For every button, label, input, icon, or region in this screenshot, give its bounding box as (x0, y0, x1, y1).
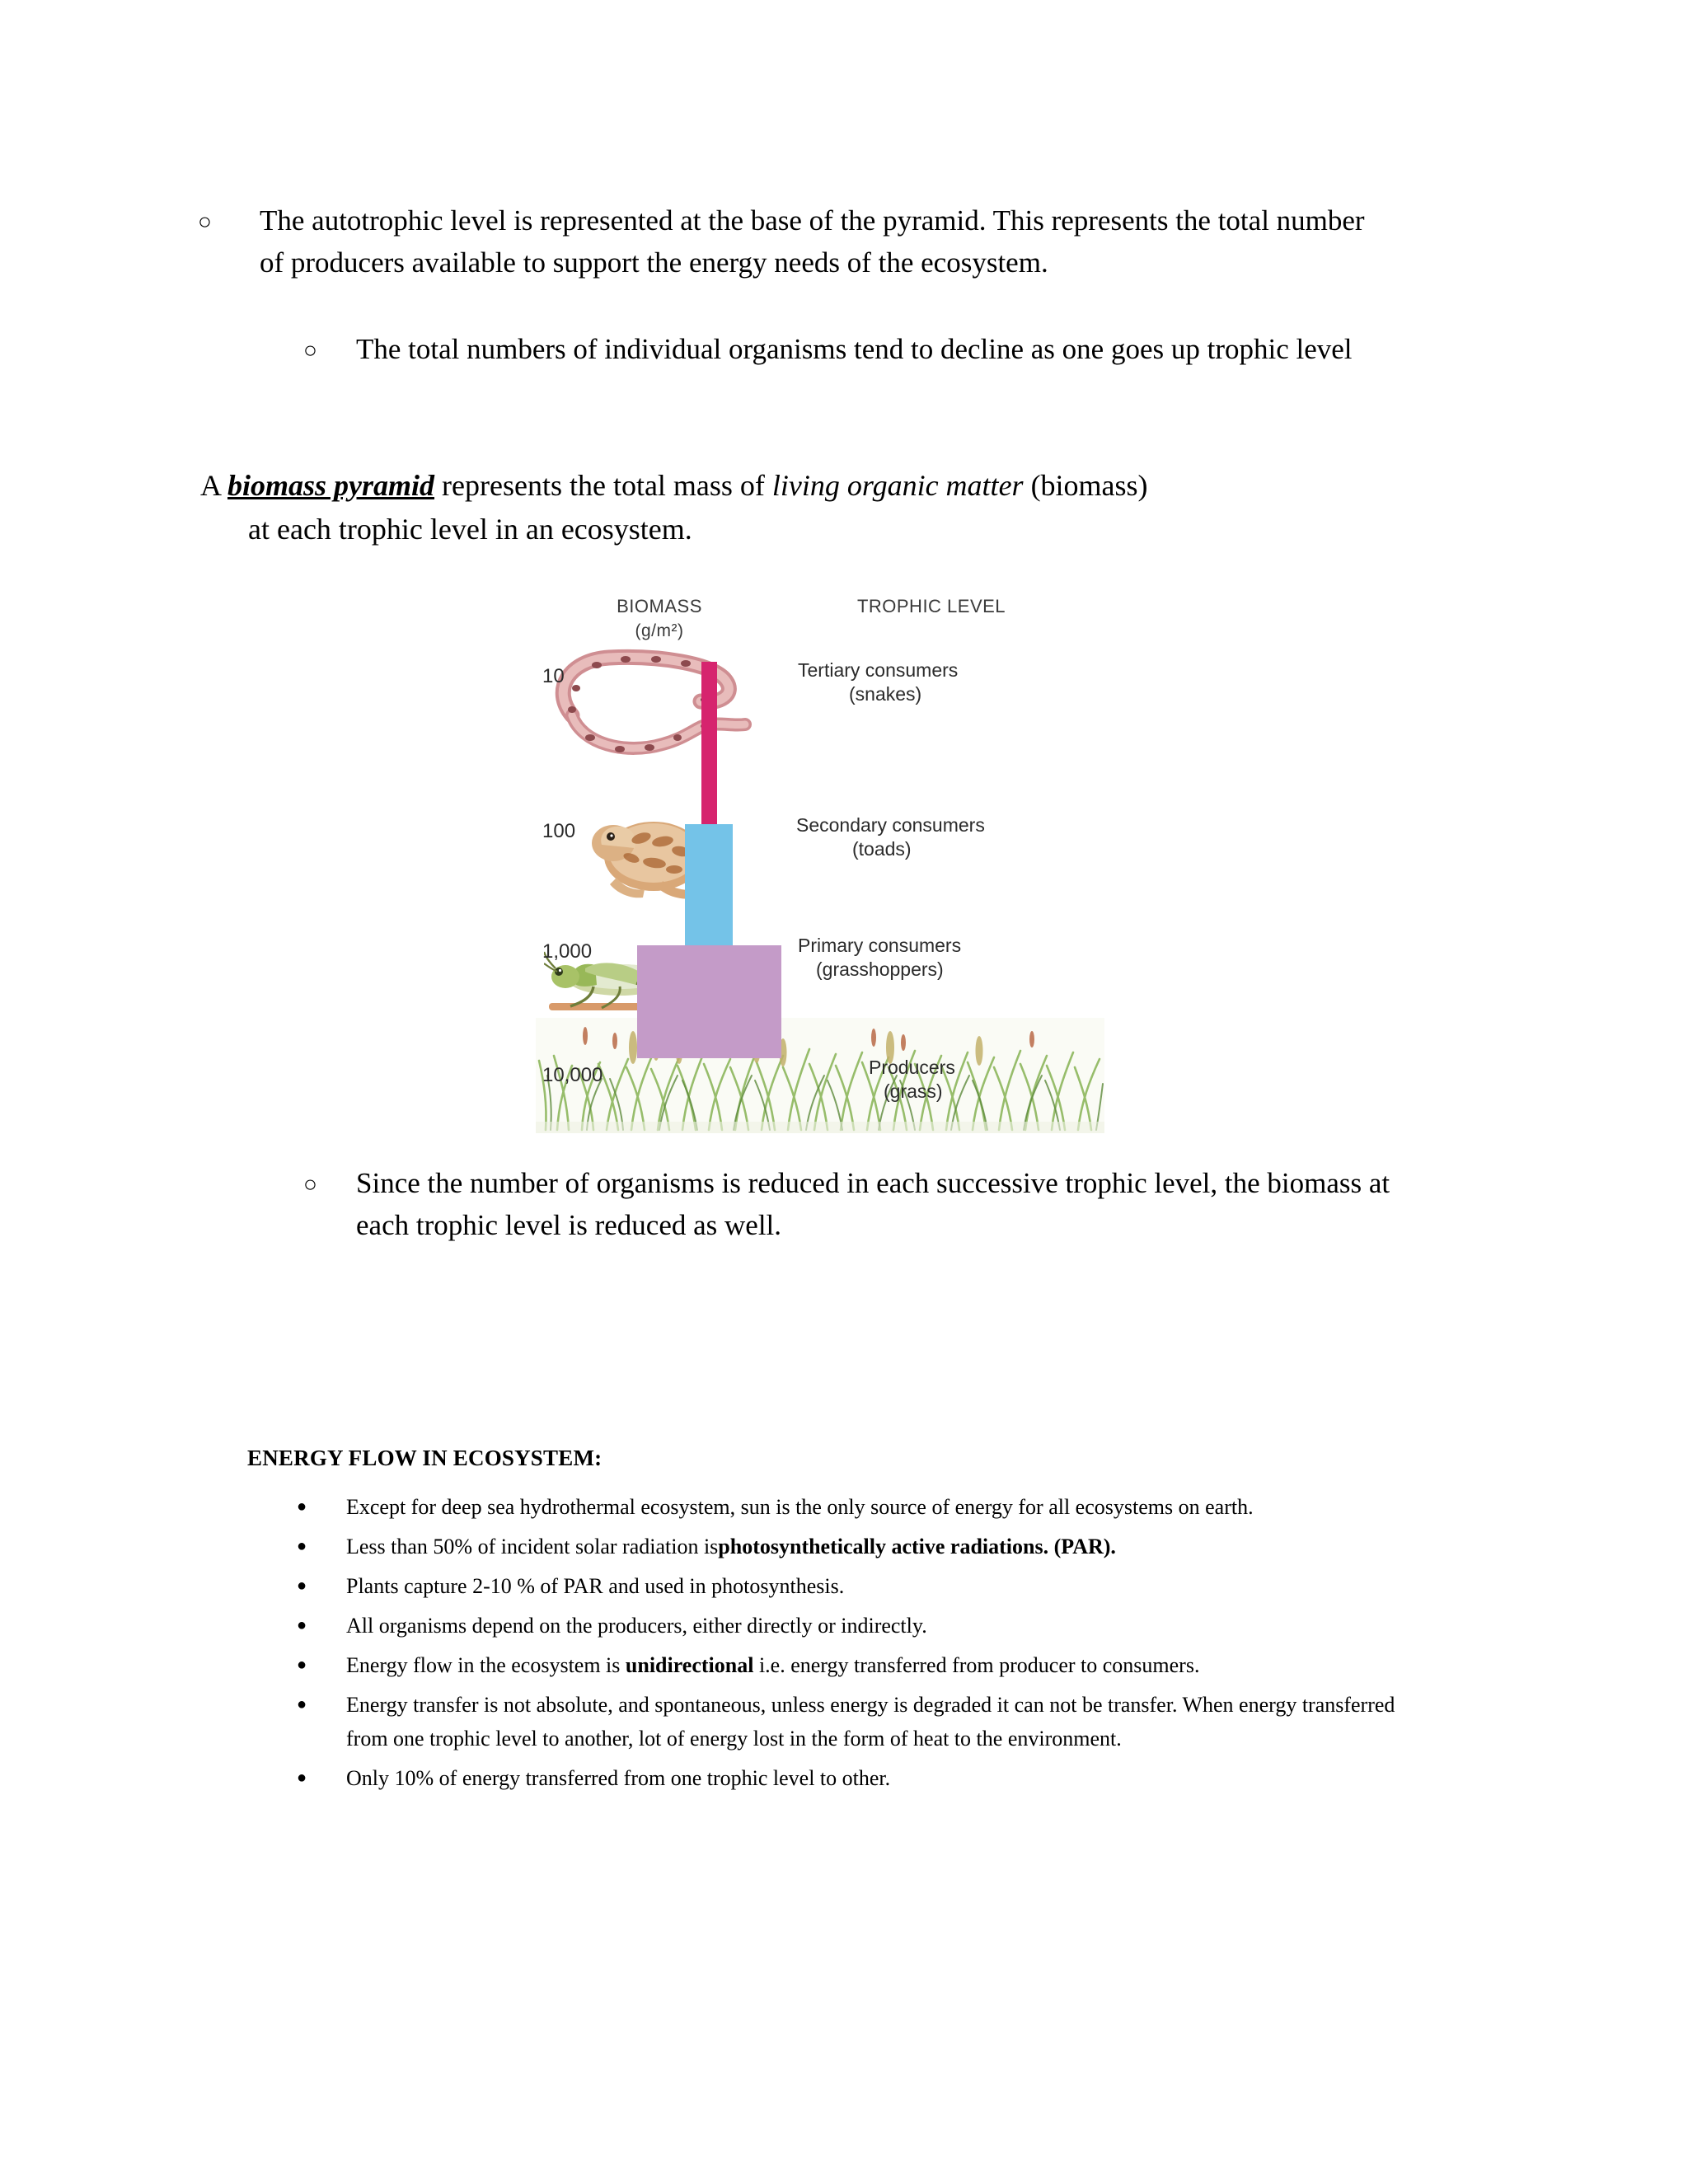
snake-illustration-icon (547, 645, 753, 769)
energy-flow-item-label: All organisms depend on the producers, either directly or indirectly. (346, 1614, 927, 1638)
hollow-circle-bullet-icon (303, 1164, 325, 1206)
par-bold-text: photosynthetically active radiations. (PAR). (718, 1535, 1116, 1558)
energy-flow-item-heat-loss (297, 1688, 1426, 1755)
grass-illustration-icon (536, 1018, 1104, 1133)
unidirectional-pre-text: Energy flow in the ecosystem is (346, 1653, 626, 1677)
energy-flow-bullet-list (297, 1490, 1426, 1801)
energy-flow-item-sun-source (297, 1490, 1426, 1524)
bar-tertiary-consumers (701, 662, 717, 827)
biomass-value-producers: 10,000 (542, 1064, 603, 1086)
definition-mid: represents the total mass of (434, 469, 772, 502)
energy-flow-item-label (346, 1648, 1426, 1682)
par-plain-text: Less than 50% of incident solar radiation is (346, 1535, 719, 1558)
outline-item-autotrophic (198, 199, 1393, 284)
filled-circle-bullet-icon (297, 1648, 307, 1682)
trophic-label-producers (869, 1056, 955, 1104)
filled-circle-bullet-icon (297, 1688, 307, 1722)
filled-circle-bullet-icon (297, 1530, 307, 1563)
trophic-label-tertiary-main: Tertiary consumers (798, 659, 959, 681)
energy-flow-item-label: Only 10% of energy transferred from one trophic level to other. (346, 1766, 891, 1790)
energy-flow-heading: ENERGY FLOW IN ECOSYSTEM: (247, 1446, 603, 1470)
trophic-label-producers-main: Producers (869, 1057, 955, 1078)
trophic-label-tertiary-sub: (snakes) (849, 683, 922, 705)
trophic-label-secondary-sub: (toads) (852, 838, 912, 860)
energy-flow-item-plants-capture (297, 1569, 1426, 1603)
energy-flow-item-par (297, 1530, 1426, 1563)
filled-circle-bullet-icon (297, 1490, 307, 1524)
definition-emphasis: living organic matter (771, 469, 1024, 502)
biomass-value-primary: 1,000 (542, 940, 593, 963)
definition-tail: (biomass) (1023, 469, 1148, 502)
definition-lead: A (200, 469, 228, 502)
bar-primary-consumers (637, 945, 781, 1058)
energy-flow-item-depend-producers (297, 1609, 1426, 1643)
figure-trophic-axis-title: TROPHIC LEVEL (856, 596, 1006, 616)
outline-item-label: Since the number of organisms is reduced in each successive trophic level, the biomass at each trophic level is reduced as well. (356, 1167, 1390, 1241)
unidirectional-post-text: i.e. energy transferred from producer to consumers. (753, 1653, 1200, 1677)
trophic-label-primary-sub: (grasshoppers) (816, 958, 944, 980)
trophic-label-secondary (796, 813, 985, 861)
unidirectional-bold-text: unidirectional (625, 1653, 754, 1677)
energy-flow-item-label (346, 1530, 1426, 1563)
energy-flow-item-unidirectional (297, 1648, 1426, 1682)
hollow-circle-bullet-icon (198, 201, 219, 243)
figure-biomass-axis-title (577, 596, 742, 641)
filled-circle-bullet-icon (297, 1609, 307, 1643)
biomass-value-secondary: 100 (542, 820, 576, 842)
filled-circle-bullet-icon (297, 1569, 307, 1603)
hollow-circle-bullet-icon (303, 330, 325, 372)
figure-biomass-units: (g/m²) (635, 621, 684, 640)
trophic-label-producers-sub: (grass) (884, 1080, 943, 1102)
trophic-label-tertiary (798, 658, 958, 706)
outline-item-biomass-reduced (303, 1162, 1391, 1246)
outline-item-label: The autotrophic level is represented at the base of the pyramid. This represents the total number of producers available to support the energy needs of the ecosystem. (260, 204, 1365, 279)
biomass-pyramid-figure (536, 589, 1104, 1133)
figure-biomass-title-text: BIOMASS (617, 596, 702, 616)
definition-term: biomass pyramid (227, 469, 435, 502)
biomass-value-tertiary: 10 (542, 665, 565, 687)
definition-line-two: at each trophic level in an ecosystem. (248, 513, 692, 546)
energy-flow-item-ten-percent (297, 1761, 1426, 1795)
trophic-label-primary-main: Primary consumers (798, 935, 962, 956)
biomass-pyramid-definition (200, 464, 1404, 551)
bar-secondary-consumers (685, 824, 733, 950)
energy-flow-item-label: Energy transfer is not absolute, and spontaneous, unless energy is degraded it can not be transfer. When energy transferred from one trophic level to another, lot of energy lost in the form of heat to the environment. (346, 1693, 1395, 1750)
outline-item-label: The total numbers of individual organisms tend to decline as one goes up trophic level (356, 333, 1353, 365)
trophic-label-primary (798, 934, 961, 982)
energy-flow-item-label: Except for deep sea hydrothermal ecosystem, sun is the only source of energy for all ecosystems on earth. (346, 1495, 1254, 1519)
trophic-label-secondary-main: Secondary consumers (796, 814, 985, 836)
energy-flow-item-label: Plants capture 2-10 % of PAR and used in photosynthesis. (346, 1574, 845, 1598)
filled-circle-bullet-icon (297, 1761, 307, 1795)
outline-item-organism-decline (303, 328, 1408, 370)
